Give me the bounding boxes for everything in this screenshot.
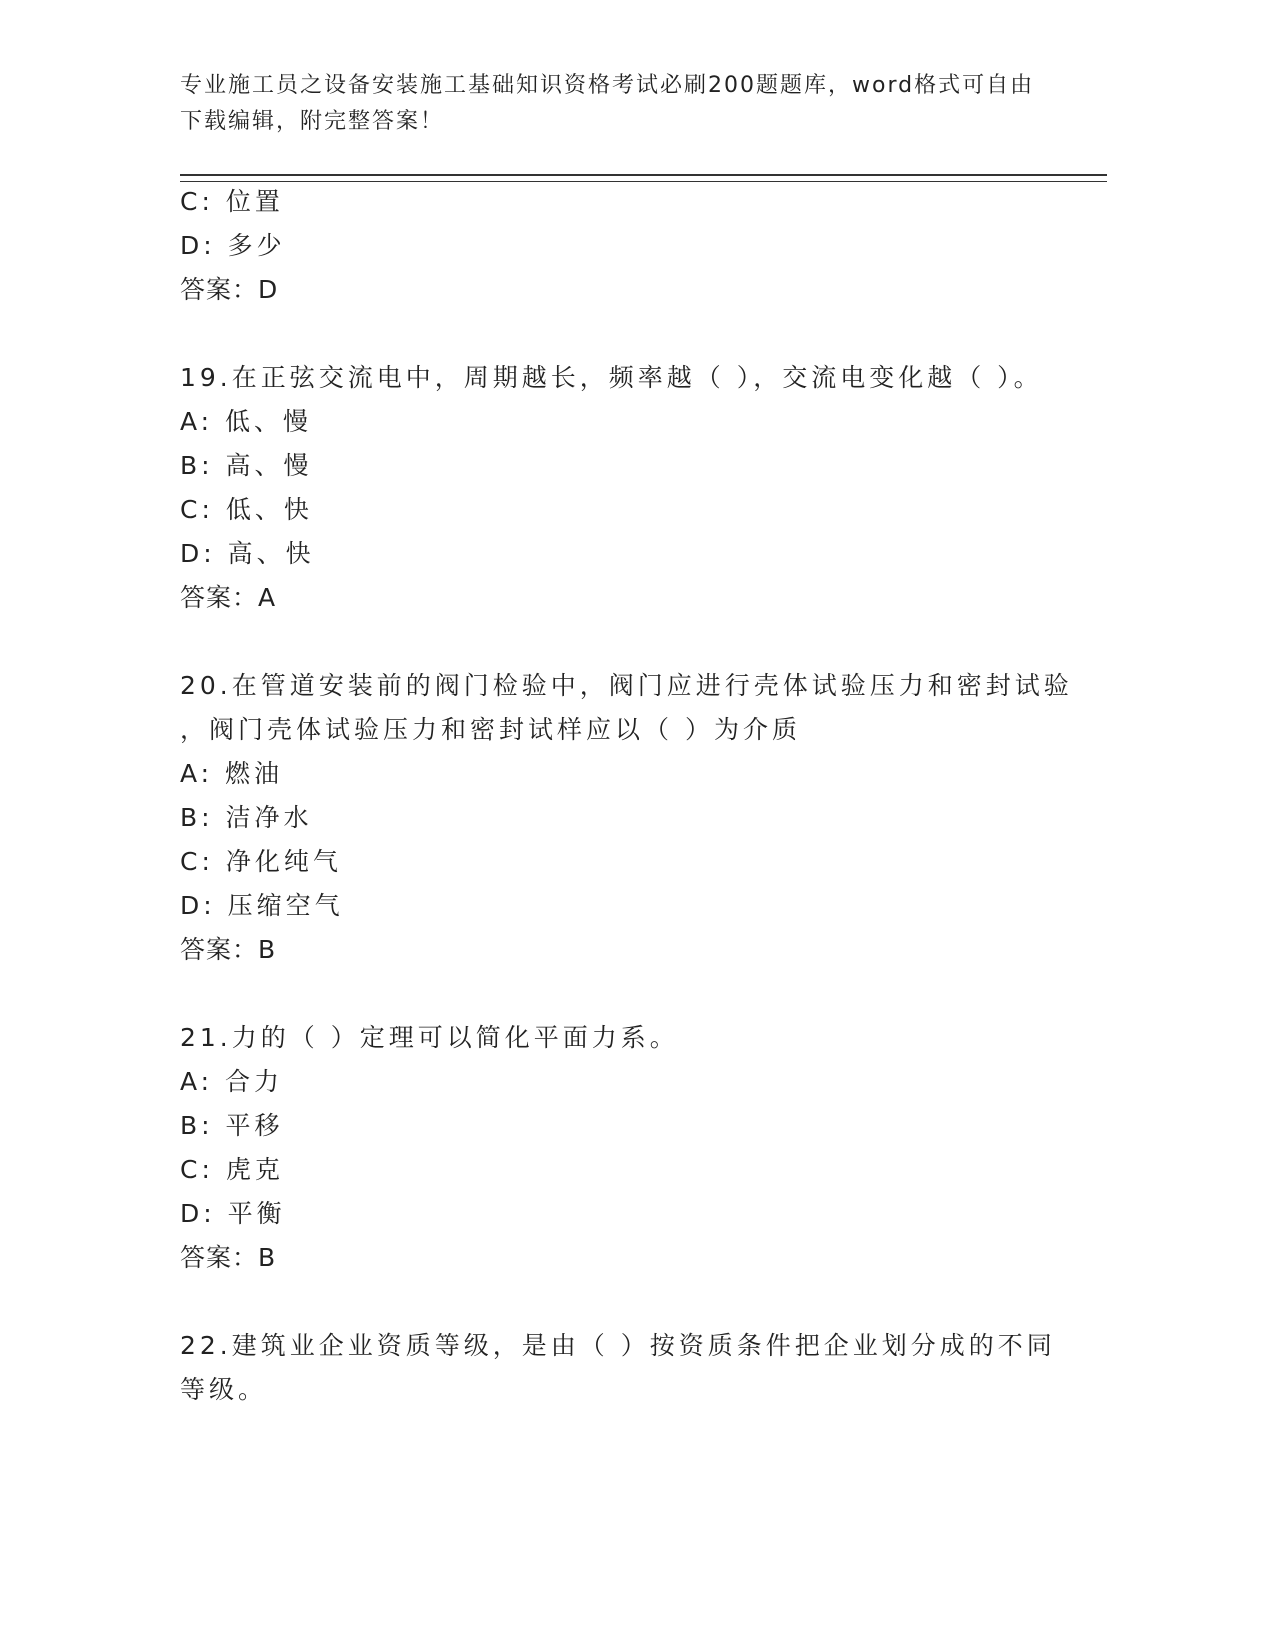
q20-option-d: D: 压缩空气 <box>180 891 344 920</box>
q20-option-c: C: 净化纯气 <box>180 847 342 876</box>
spacer <box>180 979 1080 1023</box>
q18-option-d: D: 多少 <box>180 231 286 260</box>
q22-stem-line-1: 22.建筑业企业资质等级，是由（ ）按资质条件把企业划分成的不同 <box>180 1331 1056 1360</box>
spacer <box>180 319 1080 363</box>
q20-option-b: B: 洁净水 <box>180 803 313 832</box>
q20-stem-line-1: 20.在管道安装前的阀门检验中，阀门应进行壳体试验压力和密封试验 <box>180 671 1073 700</box>
q19-stem: 19.在正弦交流电中，周期越长，频率越（ ），交流电变化越（ ）。 <box>180 363 1043 392</box>
q21-option-b: B: 平移 <box>180 1111 284 1140</box>
q20-answer: 答案：B <box>180 935 277 964</box>
q19-option-a: A: 低、慢 <box>180 407 313 436</box>
header-divider <box>180 174 1107 182</box>
q19-option-d: D: 高、快 <box>180 539 315 568</box>
q18-answer: 答案：D <box>180 275 279 304</box>
q21-option-d: D: 平衡 <box>180 1199 286 1228</box>
page-header <box>180 68 1080 140</box>
document-body <box>180 187 1080 1419</box>
q20-stem-line-2: ，阀门壳体试验压力和密封试样应以（ ）为介质 <box>180 715 801 744</box>
q21-option-a: A: 合力 <box>180 1067 284 1096</box>
q19-option-c: C: 低、快 <box>180 495 313 524</box>
q18-option-c: C: 位置 <box>180 187 284 216</box>
q21-option-c: C: 虎克 <box>180 1155 284 1184</box>
header-line-2: 下载编辑，附完整答案！ <box>180 109 445 134</box>
q21-stem: 21.力的（ ）定理可以简化平面力系。 <box>180 1023 679 1052</box>
header-line-1: 专业施工员之设备安装施工基础知识资格考试必刷200题题库，word格式可自由 <box>180 73 1035 98</box>
q22-stem-line-2: 等级。 <box>180 1375 268 1404</box>
spacer <box>180 1287 1080 1331</box>
spacer <box>180 627 1080 671</box>
q21-answer: 答案：B <box>180 1243 277 1272</box>
q19-option-b: B: 高、慢 <box>180 451 313 480</box>
q20-option-a: A: 燃油 <box>180 759 284 788</box>
q19-answer: 答案：A <box>180 583 277 612</box>
